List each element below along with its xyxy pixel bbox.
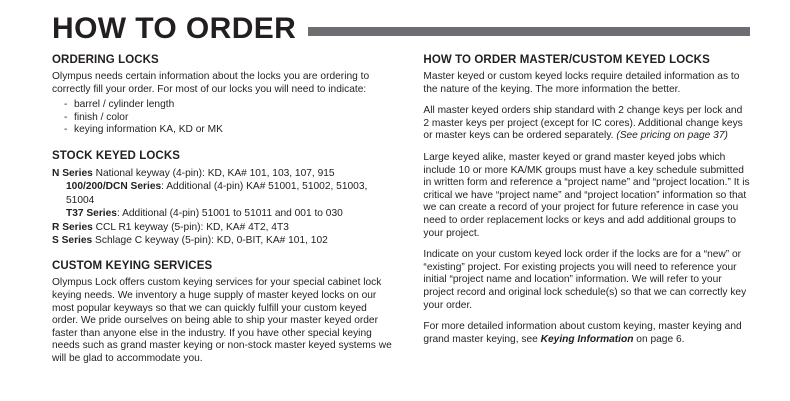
master-custom-paragraph-1: Master keyed or custom keyed locks require detailed information as to the nature of the keying. The more information the better. — [423, 71, 740, 95]
custom-keying-services-heading: CUSTOM KEYING SERVICES — [52, 260, 213, 273]
list-item: - finish / color — [74, 112, 393, 125]
series-detail: : Additional (4-pin) KA# 51001, 51002, 51003, 51004 — [66, 181, 368, 206]
pricing-reference-note: (See pricing on page 37) — [616, 130, 728, 142]
list-item: - barrel / cylinder length — [74, 99, 393, 112]
paragraph-text-end: on page 6. — [633, 333, 685, 345]
list-item — [52, 221, 393, 234]
list-item — [52, 234, 393, 247]
list-item — [52, 180, 393, 207]
series-label: S Series — [52, 235, 93, 246]
left-column — [52, 54, 393, 375]
ordering-locks-intro: Olympus needs certain information about the locks you are ordering to correctly fill your order. For most of our locks you will need to indicate: — [52, 71, 370, 95]
list-item — [52, 167, 393, 180]
keying-information-reference: Keying Information — [540, 333, 634, 345]
series-label: T37 Series — [66, 208, 117, 220]
list-item — [52, 207, 393, 220]
series-label: N Series — [52, 167, 93, 179]
ordering-locks-bullets — [52, 99, 393, 137]
master-custom-keyed-heading: HOW TO ORDER MASTER/CUSTOM KEYED LOCKS — [423, 54, 710, 66]
master-custom-paragraph-4: Indicate on your custom keyed lock order if the locks are for a “new” or “existing” project. For existing projects you will need to reference your initial “project name and location” information. We will refer to your project record and original lock schedule(s) so that we can correctly key your order. — [423, 249, 747, 311]
master-custom-paragraph-5 — [423, 321, 750, 346]
series-label: 100/200/DCN Series — [66, 181, 162, 193]
list-item: - keying information KA, KD or MK — [74, 124, 393, 137]
series-detail: Schlage C keyway (5-pin): KD, 0-BIT, KA# 101, 102 — [92, 235, 328, 246]
content-columns — [52, 54, 750, 375]
series-detail: CCL R1 keyway (5-pin): KD, KA# 4T2, 4T3 — [92, 221, 289, 233]
paragraph-text: For more detailed information about custom keying, master keying and grand master keying, see — [423, 321, 742, 345]
series-label: R Series — [52, 221, 93, 233]
title-rule-decoration — [308, 27, 750, 36]
stock-keyed-locks-heading: STOCK KEYED LOCKS — [52, 149, 181, 162]
page-title: HOW TO ORDER — [52, 12, 297, 45]
paragraph-text: All master keyed orders ship standard with 2 change keys per lock and 2 master keys per project (except for IC cores). Additional change keys or master keys can be ordered separately. — [423, 105, 743, 142]
page-header — [52, 10, 750, 48]
ordering-locks-heading: ORDERING LOCKS — [52, 54, 159, 66]
custom-keying-services-paragraph: Olympus Lock offers custom keying services for your special cabinet lock keying needs. We inventory a huge supply of master keyed locks on our most popular keyways so that we can quickly fulfill your custom keyed order. We pride ourselves on being able to ship your master keyed order faster than anyone else in the industry. If you have other special keying needs such as grand master keying or non-stock master keyed systems we will be glad to accommodate you. — [52, 277, 392, 364]
master-custom-paragraph-3: Large keyed alike, master keyed or grand master keyed jobs which include 10 or more KA/MK groups must have a key schedule submitted in written form and reference a “project name” and “project location.” It is critical we have “project name” and “project location” information so that we can create a record of your project for future reference in case you need to order replacement locks or keys and add additional groups to your project. — [423, 151, 750, 239]
master-custom-paragraph-2 — [423, 105, 750, 143]
series-detail: National keyway (4-pin): KD, KA# 101, 103, 107, 915 — [92, 167, 335, 179]
right-column — [423, 54, 750, 375]
stock-keyed-locks-list — [52, 167, 393, 247]
series-detail: : Additional (4-pin) 51001 to 51011 and 001 to 030 — [116, 208, 343, 220]
